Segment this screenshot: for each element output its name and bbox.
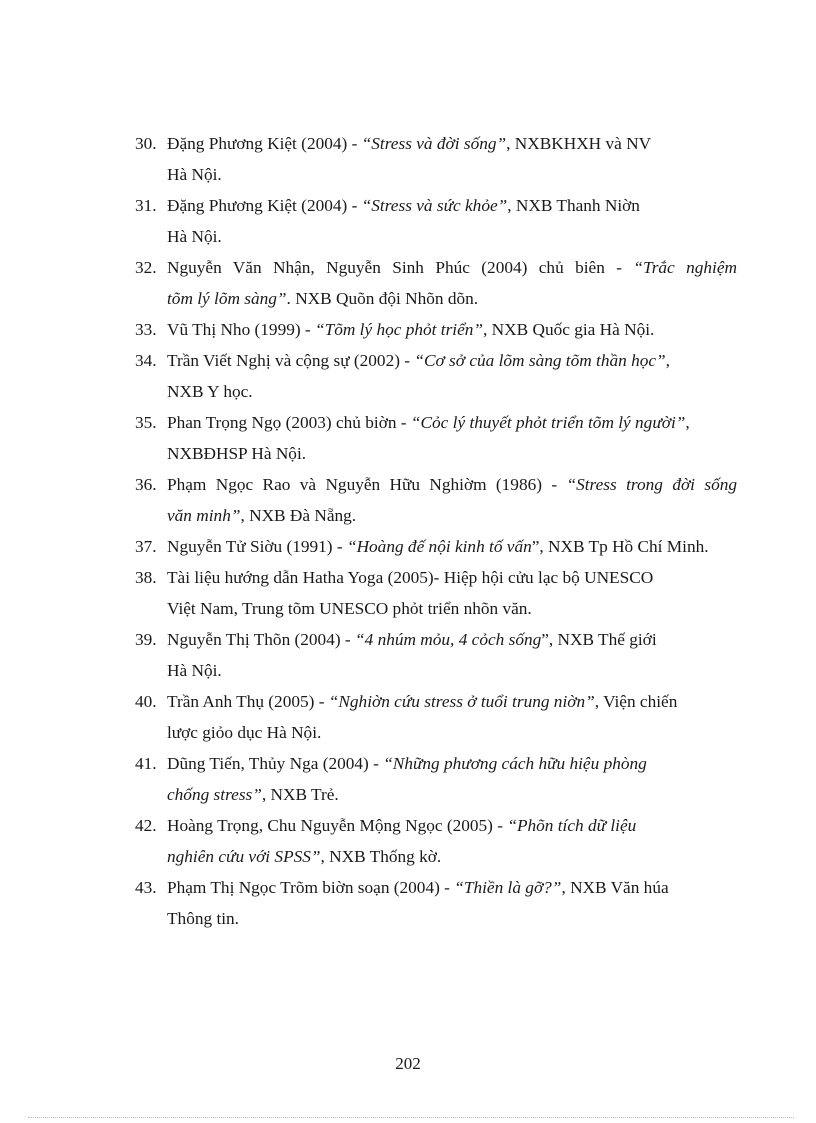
reference-item (135, 469, 737, 531)
reference-item (135, 314, 737, 345)
reference-text: Hà Nội. (167, 661, 222, 680)
reference-text: Hà Nội. (167, 227, 222, 246)
reference-title: “Cơ sở của lõm sàng tõm thần học” (414, 351, 666, 370)
reference-number: 42. (135, 816, 157, 835)
reference-text: , (665, 351, 670, 370)
reference-line-2 (135, 500, 737, 531)
reference-title: “Thiền là gỡ?” (454, 878, 562, 897)
reference-text: , NXB Trẻ. (261, 785, 339, 804)
reference-line-1 (135, 413, 690, 432)
reference-item (135, 407, 737, 469)
reference-line-2 (135, 159, 737, 190)
reference-text: , NXB Văn húa (561, 878, 669, 897)
reference-text: , NXB Thống kờ. (320, 847, 442, 866)
reference-title: “Nghiờn cứu stress ở tuổi trung niờn” (328, 692, 595, 711)
reference-text: Phạm Ngọc Rao và Nguyễn Hữu Nghiờm (1986) - (167, 475, 567, 494)
reference-text: Vũ Thị Nho (1999) - (167, 320, 315, 339)
reference-number: 43. (135, 878, 157, 897)
reference-line-1 (135, 134, 651, 153)
reference-line-2 (135, 593, 737, 624)
reference-line-1 (135, 320, 654, 339)
reference-list (135, 128, 737, 934)
reference-line-1 (135, 630, 657, 649)
reference-line-1 (135, 754, 647, 773)
reference-text: , NXB Đà Nẵng. (240, 506, 357, 525)
reference-text: Hoàng Trọng, Chu Nguyễn Mộng Ngọc (2005) - (167, 816, 508, 835)
reference-line-1 (135, 351, 670, 370)
reference-text: Đặng Phương Kiệt (2004) - (167, 196, 362, 215)
reference-title: “Tõm lý học phỏt triển” (315, 320, 484, 339)
reference-line-2 (135, 841, 737, 872)
reference-number: 35. (135, 413, 157, 432)
reference-title: nghiên cứu với SPSS” (167, 847, 321, 866)
reference-title: “Phõn tích dữ liệu (507, 816, 637, 835)
reference-number: 39. (135, 630, 157, 649)
reference-title: “Stress và đời sống” (361, 134, 507, 153)
reference-title: “Stress trong đời sống (566, 475, 738, 494)
reference-number: 40. (135, 692, 157, 711)
reference-title: “4 nhúm mỏu, 4 cỏch sống (355, 630, 542, 649)
reference-text: Trần Anh Thụ (2005) - (167, 692, 329, 711)
reference-line-1 (135, 469, 737, 500)
reference-title: “Trắc nghiệm (633, 258, 737, 277)
page-number: 202 (395, 1054, 421, 1073)
reference-line-1 (135, 878, 669, 897)
reference-title: “Những phương cách hữu hiệu phòng (383, 754, 647, 773)
reference-line-1 (135, 196, 640, 215)
reference-line-1 (135, 537, 709, 556)
reference-text: Thông tin. (167, 909, 240, 928)
reference-text: Nguyễn Thị Thõn (2004) - (167, 630, 355, 649)
reference-item (135, 748, 737, 810)
reference-item (135, 345, 737, 407)
reference-title: văn minh” (167, 506, 241, 525)
reference-title: “Cỏc lý thuyết phỏt triển tõm lý người” (410, 413, 686, 432)
reference-item (135, 128, 737, 190)
reference-number: 41. (135, 754, 157, 773)
reference-number: 38. (135, 568, 157, 587)
reference-line-1 (135, 692, 677, 711)
reference-text: , (685, 413, 690, 432)
reference-number: 33. (135, 320, 157, 339)
reference-line-2 (135, 903, 737, 934)
reference-text: ”, NXB Tp Hồ Chí Minh. (531, 537, 709, 556)
page-bottom-dotted-line (28, 1117, 794, 1118)
reference-item (135, 624, 737, 686)
reference-line-2 (135, 779, 737, 810)
reference-text: Nguyễn Tử Siờu (1991) - (167, 537, 347, 556)
reference-title: chống stress” (167, 785, 262, 804)
reference-text: , NXB Thanh Niờn (507, 196, 640, 215)
reference-title: “Stress và sức khỏe” (361, 196, 508, 215)
reference-line-2 (135, 438, 737, 469)
reference-text: NXBĐHSP Hà Nội. (167, 444, 307, 463)
reference-item (135, 562, 737, 624)
reference-item (135, 252, 737, 314)
reference-number: 31. (135, 196, 157, 215)
reference-text: Tài liệu hướng dẫn Hatha Yoga (2005)- Hiệp hội cửu lạc bộ UNESCO (167, 568, 654, 587)
reference-item (135, 686, 737, 748)
reference-text: . NXB Quõn đội Nhõn dõn. (286, 289, 479, 308)
reference-line-1 (135, 816, 636, 835)
reference-text: Dũng Tiến, Thủy Nga (2004) - (167, 754, 384, 773)
reference-number: 30. (135, 134, 157, 153)
reference-title: “Hoàng đế nội kinh tố vấn (346, 537, 532, 556)
reference-text: Phan Trọng Ngọ (2003) chủ biờn - (167, 413, 411, 432)
reference-number: 36. (135, 475, 157, 494)
reference-text: Trần Viết Nghị và cộng sự (2002) - (167, 351, 415, 370)
reference-number: 32. (135, 258, 157, 277)
reference-line-2 (135, 376, 737, 407)
reference-text: NXB Y học. (167, 382, 253, 401)
reference-line-2 (135, 221, 737, 252)
reference-item (135, 810, 737, 872)
reference-text: Việt Nam, Trung tõm UNESCO phỏt triển nhõn văn. (167, 599, 532, 618)
reference-text: , NXB Quốc gia Hà Nội. (483, 320, 655, 339)
reference-line-2 (135, 655, 737, 686)
reference-text: ”, NXB Thế giới (541, 630, 657, 649)
reference-text: , NXBKHXH và NV (506, 134, 652, 153)
reference-title: tõm lý lõm sàng” (167, 289, 287, 308)
reference-line-1 (135, 252, 737, 283)
reference-number: 34. (135, 351, 157, 370)
reference-number: 37. (135, 537, 157, 556)
reference-text: lược giỏo dục Hà Nội. (167, 723, 322, 742)
reference-line-2 (135, 717, 737, 748)
reference-line-2 (135, 283, 737, 314)
reference-text: , Viện chiến (594, 692, 678, 711)
reference-text: Đặng Phương Kiệt (2004) - (167, 134, 362, 153)
reference-item (135, 531, 737, 562)
reference-text: Hà Nội. (167, 165, 222, 184)
reference-text: Phạm Thị Ngọc Trõm biờn soạn (2004) - (167, 878, 455, 897)
reference-line-1 (135, 568, 653, 587)
reference-text: Nguyễn Văn Nhận, Nguyễn Sinh Phúc (2004) chủ biên - (167, 258, 634, 277)
reference-item (135, 190, 737, 252)
reference-item (135, 872, 737, 934)
